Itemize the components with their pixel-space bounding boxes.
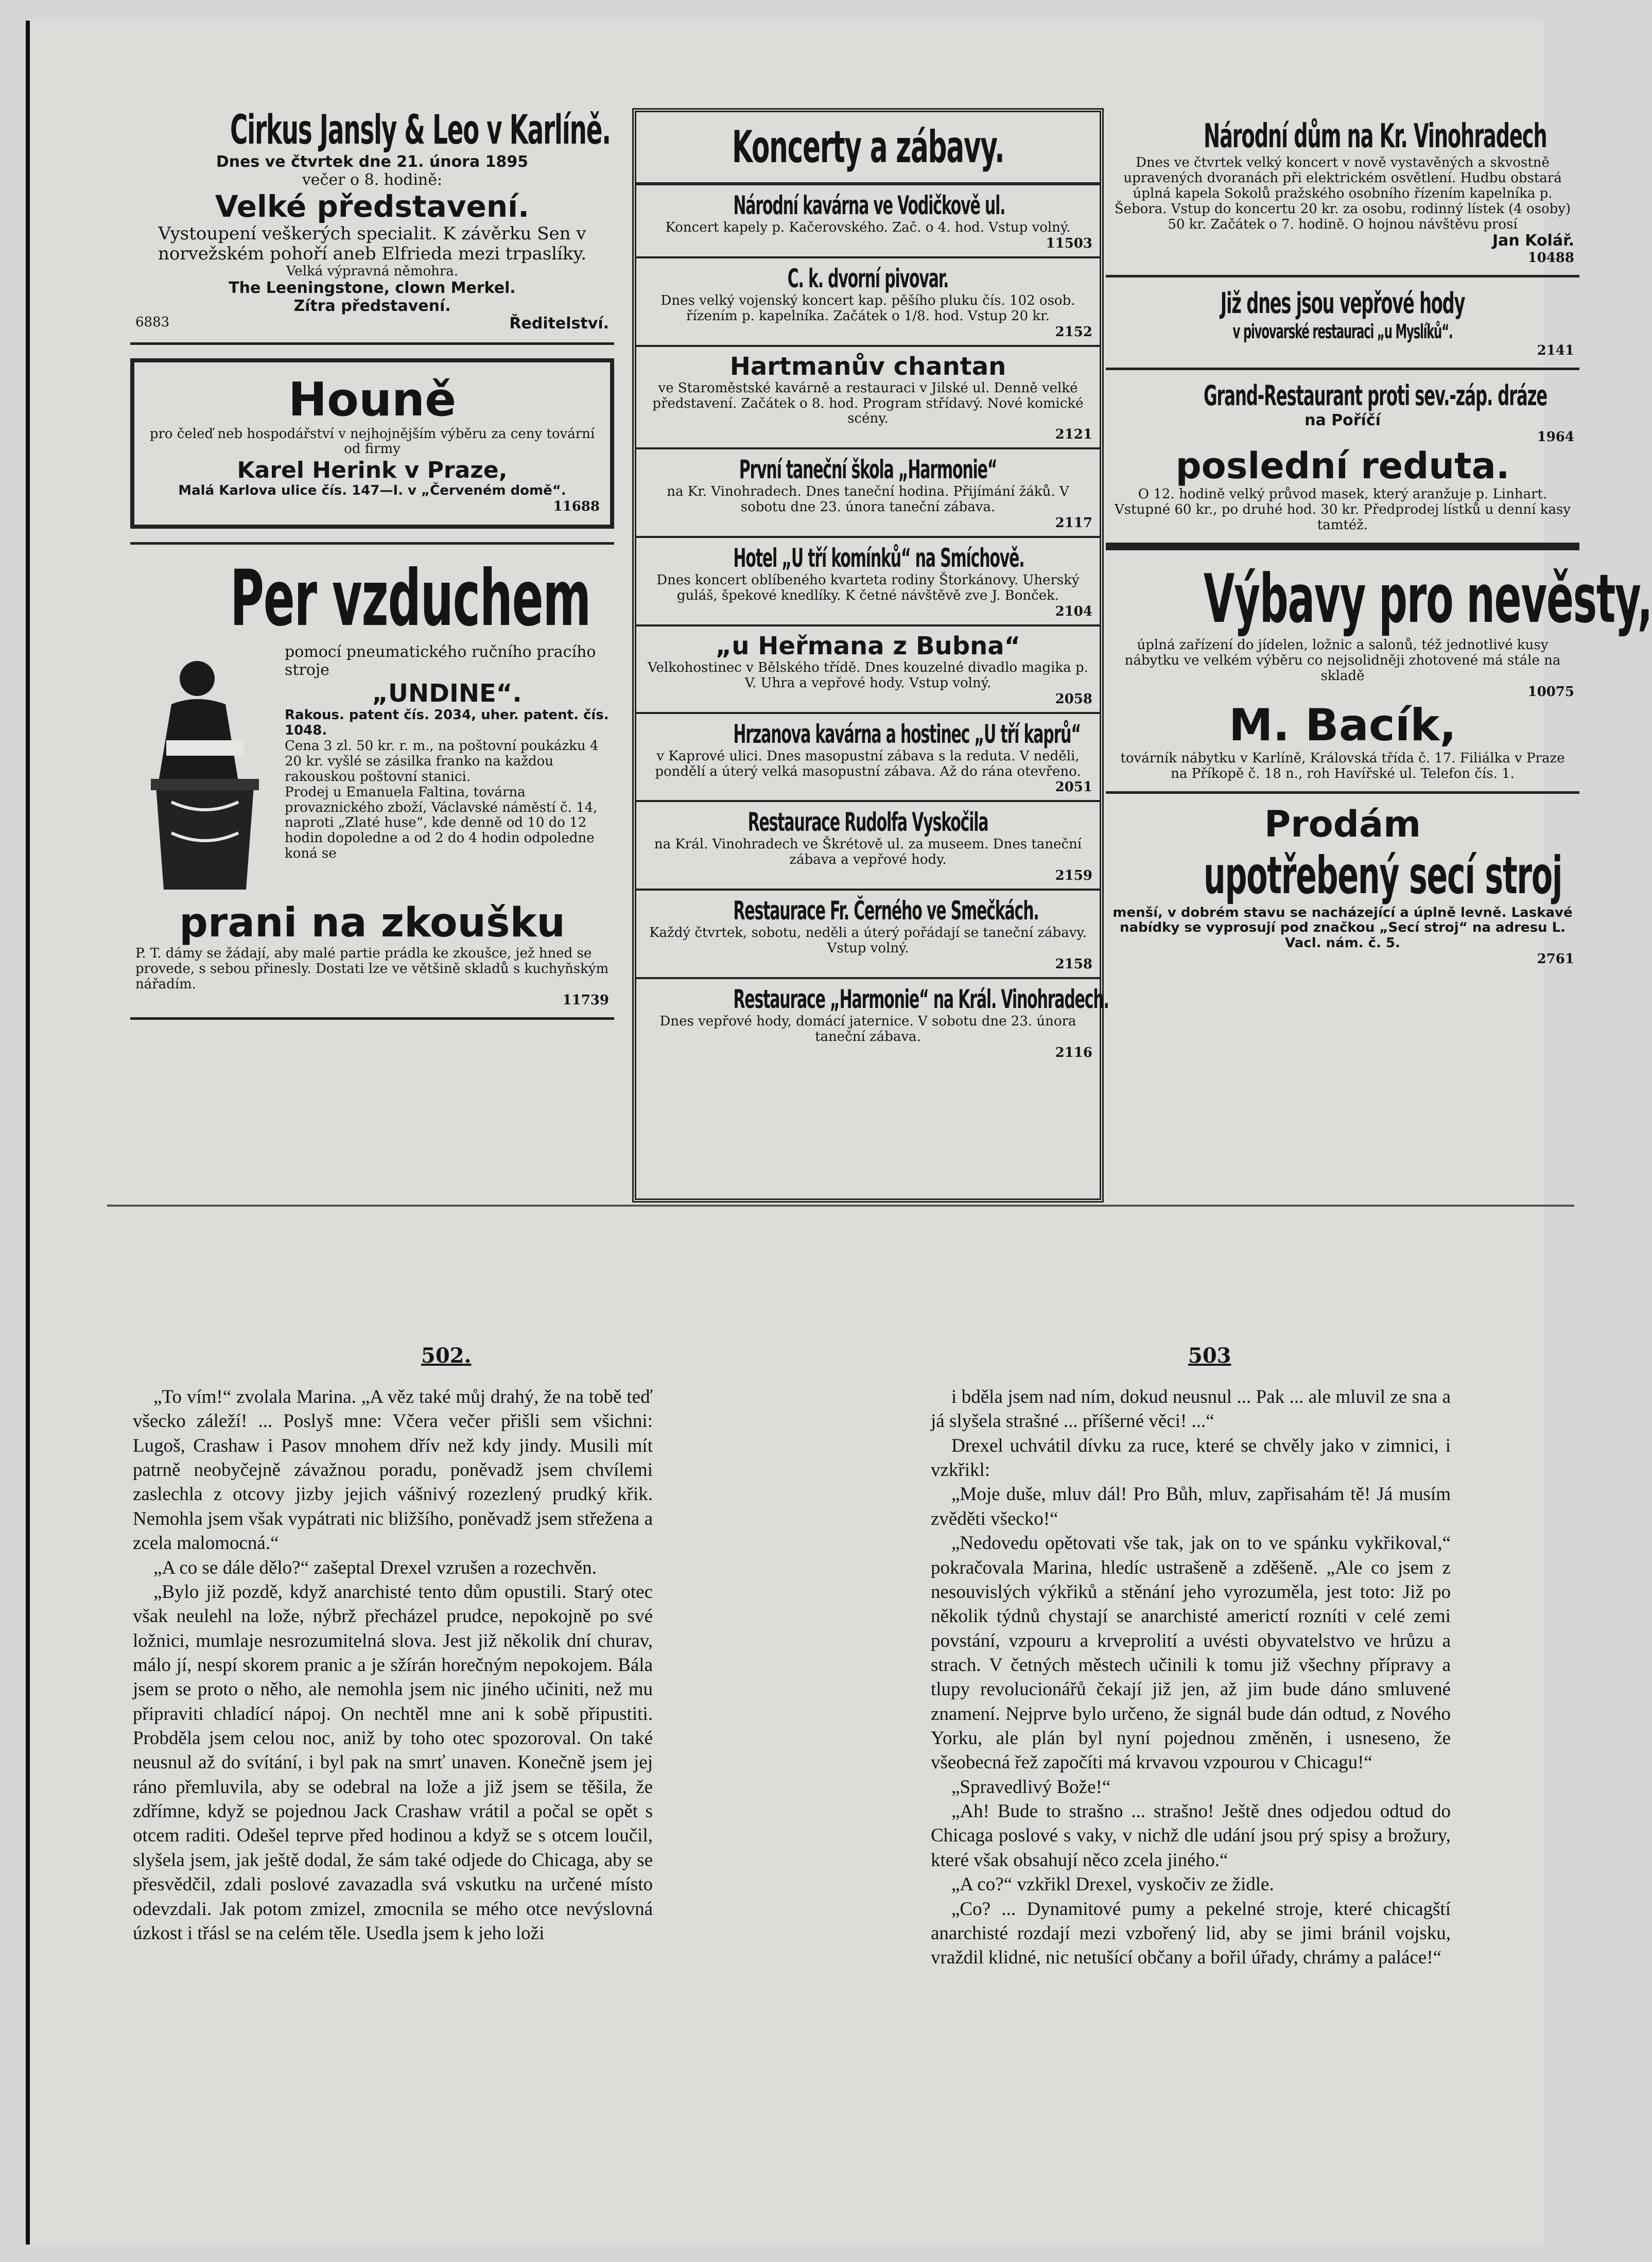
concert-ad-id: 2058: [1055, 691, 1092, 707]
vzduchem-title: Per vzduchem: [230, 554, 591, 644]
page-number-left: 502.: [421, 1344, 472, 1368]
story-paragraph: „Nedovedu opětovati vše tak, jak on to ve spánku vykřikoval,“ pokračovala Marina, hledíc ustrašeně a zděšeně. „Ale co jsem z nesouvislých výkřiků a stěnání jeho vyrozuměla, jest toto: Již po několik týdnů chystají se anarchisté americtí rozníti v celé zemi povstání, vzpouru a krveprolití a uvésti obyvatelstvo ve hrůzu a strach. V četných městech učinili k tomu již všechny přípravy a tlupy revolucionářů čekají již jen, až jim bude dáno smluvené znamení. Nejprve bylo určeno, že signál bude dán odtud, z Nového Yorku, ale plán byl nyní pojednou změněn, i usneseno, že všeobecná řež započíti má krvavou vzpourou v Chicagu!“: [931, 1533, 1451, 1773]
ad-column-middle: [632, 108, 1109, 1203]
houne-firm: Karel Herink v Praze,: [237, 457, 508, 484]
concert-ad-body: na Král. Vinohradech ve Škrétově ul. za museem. Dnes taneční zábava a vepřové hody.: [654, 837, 1082, 868]
story-paragraph: „Ah! Bude to strašno ... strašno! Ještě dnes odjedou odtud do Chicaga poslové s vaky, v nichž dle udání jsou prý spisy a brožury, které však obsahují něco zcela jiného.“: [931, 1801, 1451, 1871]
grand-id: 1964: [1537, 429, 1574, 445]
story-paragraph: Drexel uchvátil dívku za ruce, které se chvěly jako v zimnici, i vzkřikl:: [931, 1435, 1451, 1481]
ad-vybavy: [1106, 545, 1652, 793]
ad-prodam: [1106, 794, 1579, 977]
concert-ad: [636, 449, 1100, 538]
concerts-header: Koncerty a zábavy.: [732, 121, 1004, 173]
concert-ad-body: ve Staroměstské kavárně a restauraci v Jilské ul. Denně velké představení. Začátek o 8. hod. Program střídavý. Nové komické scény.: [652, 380, 1084, 427]
concert-ad-id: 2104: [1055, 603, 1092, 619]
cirkus-pantomime: Velká výpravná němohra.: [286, 264, 459, 280]
concert-ad-id: 11503: [1046, 235, 1092, 251]
ad-cirkus: [130, 98, 614, 345]
ad-column-right: [1106, 108, 1652, 1194]
concert-ad-body: Koncert kapely p. Kačerovského. Zač. o 4. hod. Vstup volný.: [665, 220, 1071, 235]
concert-ad: [636, 347, 1100, 450]
cirkus-title: Cirkus Jansly & Leo v Karlíně.: [230, 107, 611, 153]
houne-title: Houně: [288, 372, 457, 427]
ad-veprove-hody: [1106, 277, 1579, 370]
vybavy-id: 10075: [1527, 684, 1574, 700]
ad-narodni-dum: [1106, 108, 1579, 277]
cirkus-signature: Ředitelství.: [509, 315, 609, 333]
vepr-title: Již dnes jsou vepřové hody: [1220, 286, 1465, 320]
houne-address: Malá Karlova ulice čís. 147—I. v „Červeném domě“.: [178, 483, 566, 499]
prodam-body: menší, v dobrém stavu se nacházející a úplně levně. Laskavé nabídky se vyprosují pod značkou „Secí stroj“ na adresu L. Vacl. nám. č. 5.: [1112, 904, 1573, 951]
concert-ad-id: 2159: [1055, 868, 1092, 884]
story-paragraph: „A co?“ vzkřikl Drexel, vyskočiv ze židle.: [951, 1874, 1274, 1895]
prodam-id: 2761: [1537, 951, 1574, 967]
concert-ad: [636, 627, 1100, 714]
grand-sub: na Poříčí: [1305, 411, 1381, 429]
concert-ad: [636, 802, 1100, 891]
vzduchem-note: P. T. dámy se žádají, aby malé partie prádla ke zkoušce, jež hned se provede, s sebou přinesly. Dostati lze ve většině skladů s kuchyňským nářadím.: [135, 946, 609, 993]
reduta-body: O 12. hodině velký průvod masek, který aranžuje p. Linhart. Vstupné 60 kr., po druhé hod. 30 kr. Předprodej lístků u denní kasy tamtéž.: [1115, 486, 1571, 533]
concert-ad-body: Dnes vepřové hody, domácí jaternice. V sobotu dne 23. února taneční zábava.: [659, 1014, 1076, 1045]
cirkus-footer: [135, 315, 609, 333]
cirkus-headline: Velké představení.: [215, 189, 530, 224]
narodni-body: Dnes ve čtvrtek velký koncert v nově vystavěných a skvostně upravených dvoranách při elektrickém osvětlení. Hudbu obstará úplná kapela Sokolů pražského osobního řízením kapelníka p. Šebora. Vstup do koncertu 20 kr. za osobu, rodinný lístek (4 osoby) 50 kr. Začátek o 7. hodině. O hojnou návštěvu prosí: [1114, 155, 1571, 232]
vepr-id: 2141: [1537, 342, 1574, 358]
concerts-header-box: [636, 112, 1100, 185]
concert-ad: [636, 538, 1100, 627]
reduta-title: poslední reduta.: [1175, 445, 1510, 488]
concert-ad-body: na Kr. Vinohradech. Dnes taneční hodina. Přijímání žáků. V sobotu dne 23. února taneční zábava.: [667, 484, 1069, 515]
vybavy-firm: M. Bacík,: [1228, 699, 1457, 751]
vzduchem-name: „UNDINE“.: [372, 679, 522, 708]
houne-id: 11688: [553, 499, 600, 515]
narodni-title: Národní dům na Kr. Vinohradech: [1204, 117, 1547, 155]
page-number-right: 503: [1188, 1344, 1231, 1368]
story-paragraph: „Co? ... Dynamitové pumy a pekelné stroje, které chicagští anarchisté rozdají mezi vzbořený lid, aby se jimi bránil vojsku, vraždil klidné, nic netušící občany a bořil úřady, chrámy a paláce!“: [931, 1898, 1451, 1969]
concert-ad-id: 2121: [1055, 427, 1092, 443]
concert-ad-title: Národní kavárna ve Vodičkově ul.: [733, 190, 1005, 220]
concert-ad-id: 2152: [1055, 324, 1092, 340]
cirkus-date: Dnes ve čtvrtek dne 21. února 1895: [216, 153, 529, 171]
vybavy-body: úplná zařízení do jídelen, ložnic a salonů, též jednotlivé kusy nábytku ve velkém výběru co nejsolidněji zhotovené má stále na skladě: [1124, 637, 1561, 684]
section-divider: [107, 1205, 1574, 1207]
grand-title: Grand-Restaurant proti sev.-záp. dráze: [1204, 379, 1547, 412]
concert-ad-title: Hartmanův chantan: [729, 352, 1006, 381]
vzduchem-id: 11739: [562, 992, 609, 1008]
vzduchem-seller: Prodej u Emanuela Faltina, továrna provaznického zboží, Václavské náměstí č. 14, naproti „Zlaté huse“, kde denně od 10 do 12 hodin dopoledne a od 2 do 4 hodin odpoledne koná se: [285, 784, 598, 862]
narodni-id: 10488: [1527, 250, 1574, 266]
story-column-left: [133, 1385, 653, 1945]
concert-ad-title: „u Heřmana z Bubna“: [715, 631, 1021, 660]
concert-ad-id: 2051: [1055, 779, 1092, 795]
vzduchem-patent: Rakous. patent čís. 2034, uher. patent. čís. 1048.: [285, 707, 609, 739]
ad-houne: [130, 358, 614, 529]
ad-column-left: [130, 98, 614, 1205]
concert-ad-title: Restaurace Fr. Černého ve Smečkách.: [733, 896, 1039, 926]
concert-ad-id: 2158: [1055, 956, 1092, 972]
concert-ad-id: 2117: [1055, 515, 1092, 531]
concert-ad-body: Velkohostinec v Bělského třídě. Dnes kouzelné divadlo magika p. V. Uhra a vepřové hody. Vstup volný.: [648, 659, 1088, 691]
concert-ad-body: Dnes koncert oblíbeného kvarteta rodiny Štorkánovy. Uherský guláš, špekové knedlíky. K četné návštěvě zve J. Bonček.: [656, 572, 1080, 604]
cirkus-time: večer o 8. hodině:: [302, 170, 443, 189]
concert-ad-title: Restaurace „Harmonie“ na Král. Vinohradech.: [733, 984, 1109, 1015]
concert-ad-bottom: [636, 979, 1109, 1066]
concert-ad: [636, 891, 1100, 979]
prodam-sub: upotřebený secí stroj: [1204, 845, 1562, 906]
concert-ad-body: Dnes velký vojenský koncert kap. pěšího pluku čís. 102 osob. řízením p. kapelníka. Začátek o 1/8. hod. Vstup 20 kr.: [660, 292, 1075, 324]
cirkus-body: Vystoupení veškerých specialit. K závěrku Sen v norvežském pohoří aneb Elfrieda mezi trpaslíky.: [158, 223, 587, 265]
vzduchem-intro: pomocí pneumatického ručního pracího stroje: [285, 643, 596, 679]
vzduchem-price: Cena 3 zl. 50 kr. r. m., na poštovní poukázku 4 20 kr. vyšlé se zásilka franko na každou rakouskou poštovní stanici.: [285, 738, 599, 785]
concert-ad-title: První taneční škola „Harmonie“: [739, 455, 997, 485]
cirkus-tomorrow: Zítra představení.: [293, 297, 451, 315]
concert-ad: [636, 714, 1100, 803]
vzduchem-headline: prani na zkoušku: [179, 900, 565, 947]
newspaper-page: [26, 21, 1652, 2244]
vybavy-title: Výbavy pro nevěsty,: [1204, 560, 1652, 638]
story-paragraph: „A co se dále dělo?“ zašeptal Drexel vzrušen a rozechvěn.: [153, 1557, 597, 1578]
cirkus-clown: The Leeningstone, clown Merkel.: [229, 279, 516, 298]
washerwoman-illustration: [135, 648, 274, 895]
concert-ad-body: v Kaprové ulici. Dnes masopustní zábava s la reduta. V neděli, pondělí a úterý velká masopustní zábava. Až do rána otevřeno.: [655, 748, 1081, 779]
ad-vzduchem: [130, 542, 614, 1020]
story-paragraph: „Moje duše, mluv dál! Pro Bůh, mluv, zapřisahám tě! Já musím zvěděti všecko!“: [931, 1484, 1451, 1529]
cirkus-id: 6883: [135, 315, 170, 330]
houne-body: pro čeleď neb hospodářství v nejhojnějším výběru za ceny tovární od firmy: [149, 426, 595, 457]
concert-ad-title: C. k. dvorní pivovar.: [787, 263, 949, 293]
story-paragraph: „To vím!“ zvolala Marina. „A věz také můj drahý, že na tobě teď všecko záleží! ... Poslyš mne: Včera večer přišli sem všichni: Lugoš, Crashaw i Pasov mnohem dřív než kdy jindy. Musili mít patrně neobyčejně závažnou poradu, poněvadž jsem chvílemi zaslechla z otcovy jizby jejich vášnivý rozezlený prudký křik. Nemohla jsem však vypátrati nic bližšího, poněvadž jsem střežena a zcela malomocná.“: [133, 1386, 653, 1554]
concert-ad-body: Každý čtvrtek, sobotu, neděli a úterý pořádají se taneční zábavy. Vstup volný.: [649, 925, 1087, 956]
concert-ad-title: Restaurace Rudolfa Vyskočila: [747, 807, 988, 838]
concert-ad-list: [636, 185, 1109, 1066]
concert-ad-id: 2116: [1055, 1045, 1092, 1060]
concert-ad-title: Hrzanova kavárna a hostinec „U tří kaprů“: [733, 719, 1081, 749]
story-paragraph: „Spravedlivý Bože!“: [951, 1776, 1111, 1798]
vybavy-address: továrník nábytku v Karlíně, Královská třída č. 17. Filiálka v Praze na Příkopě č. 18 n., roh Havířské ul. Telefon čís. 1.: [1120, 750, 1565, 781]
story-column-right: [931, 1385, 1451, 1970]
story-paragraph: „Bylo již pozdě, když anarchisté tento dům opustili. Starý otec však neulehl na lože, nýbrž přecházel prudce, nepokojně po své ložnici, mumlaje nesrozumitelná slova. Jest již několik dní churav, málo jí, nespí skorem pranic a je sžírán horečným nepokojem. Bála jsem se proto o něho, ale nemohla jsem nic jiného učiniti, než mu připraviti chladící nápoj. On nechtěl mne ani k sobě připustiti. Probděla jsem celou noc, aniž by toho otec spozoroval. On také neusnul až do svítání, i byl pak na smrť unaven. Konečně jsem jej ráno přemluvila, aby se odebral na lože a již jsem se těšila, že zdřímne, když se pojednou Jack Crashaw vrátil a počal se opět s otcem raditi. Odešel teprve před hodinou a když se s otcem loučil, slyšela jsem, jak ještě dodal, že sám také odjede do Chicaga, aby se přesvědčil, zdali poslové zavazadla svá vskutku na určené místo odevzdali. Jak potom zmizel, zmocnila se mého otce nevýslovná úzkost i třásl se na celém těle. Usedla jsem k jeho loži: [133, 1581, 653, 1944]
ad-grand-restaurant: [1106, 370, 1579, 545]
prodam-title: Prodám: [1264, 803, 1421, 845]
story-paragraph: i bděla jsem nad ním, dokud neusnul ... Pak ... ale mluvil ze sna a já slyšela strašné ... příšerné věci! ...“: [931, 1386, 1451, 1432]
narodni-signature: Jan Kolář.: [1492, 232, 1574, 250]
concert-ad-title: Hotel „U tří komínků“ na Smíchově.: [733, 543, 1024, 573]
concert-ad: [636, 258, 1100, 347]
concert-ad: [636, 185, 1100, 258]
vepr-sub: v pivovarské restauraci „u Myslíků“.: [1232, 320, 1453, 343]
